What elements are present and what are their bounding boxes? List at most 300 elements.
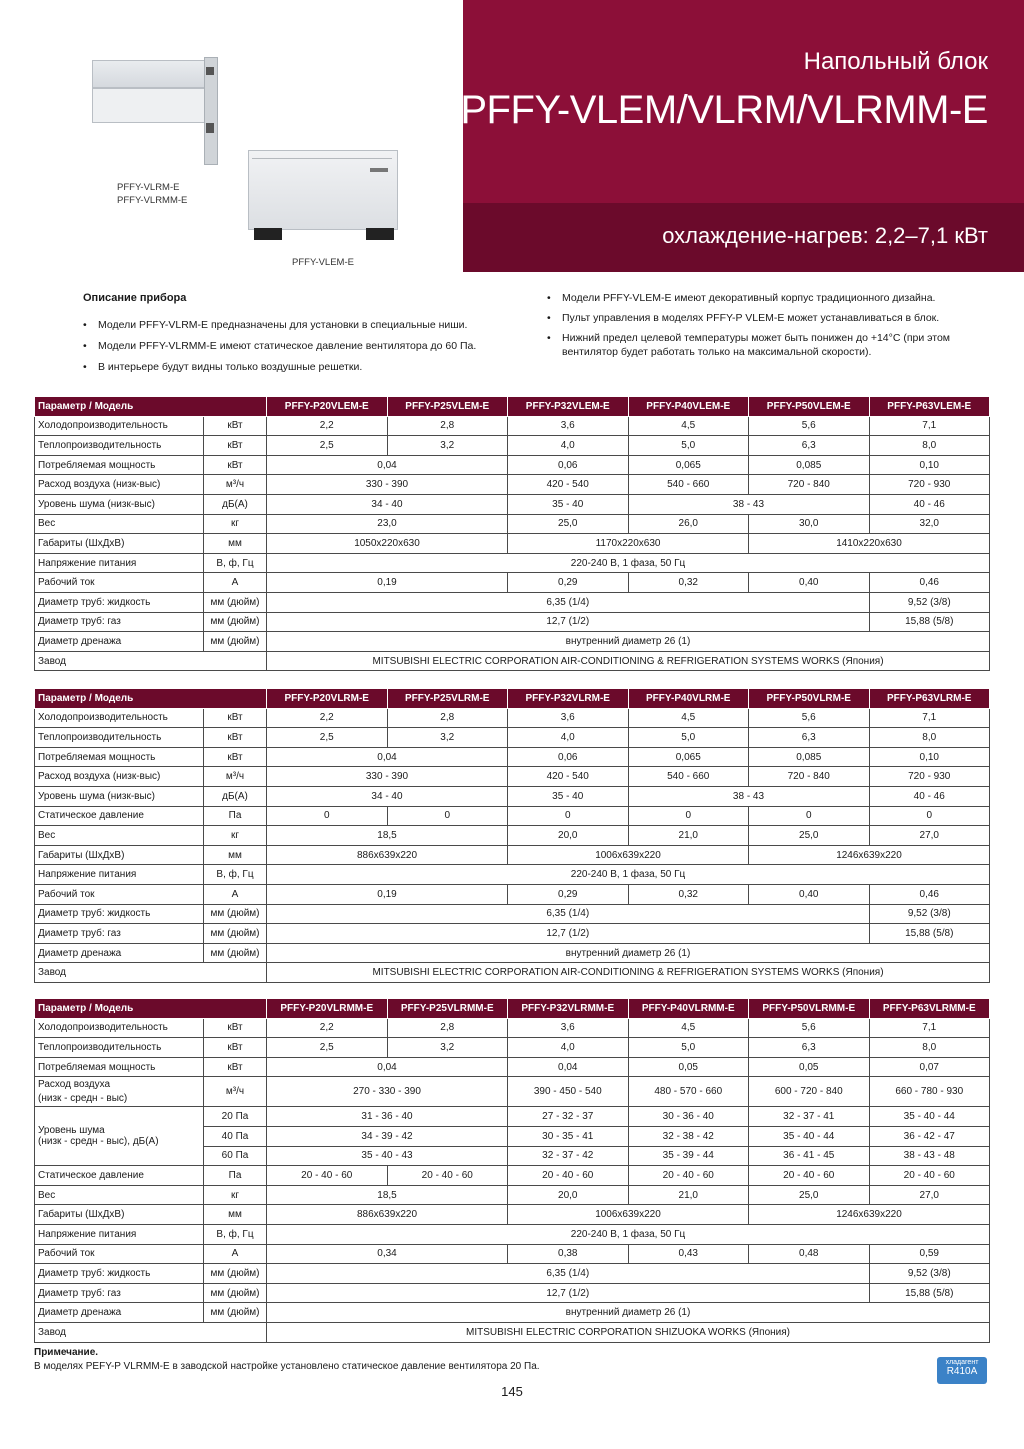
value-cell: 540 - 660 (628, 767, 749, 787)
unit-cell: кг (204, 1185, 267, 1205)
table-row (35, 1264, 990, 1284)
value-cell: 4,0 (508, 436, 629, 456)
table-header-cell: Параметр / Модель (35, 999, 267, 1019)
value-cell: 0,46 (869, 884, 990, 904)
value-cell: 660 - 780 - 930 (869, 1077, 990, 1107)
table-row (35, 767, 990, 787)
value-cell: внутренний диаметр 26 (1) (267, 1303, 990, 1323)
param-cell: Потребляемая мощность (35, 455, 204, 475)
value-cell: 20 - 40 - 60 (508, 1166, 629, 1186)
table-header-cell: PFFY-P32VLEM-E (508, 397, 629, 417)
param-cell: Холодопроизводительность (35, 1018, 204, 1038)
unit-cell: кВт (204, 728, 267, 748)
value-cell: 0,10 (869, 747, 990, 767)
value-cell: 25,0 (749, 1185, 870, 1205)
value-cell: 6,3 (749, 1038, 870, 1058)
value-cell: 6,35 (1/4) (267, 592, 870, 612)
value-cell: 25,0 (749, 826, 870, 846)
value-cell: 330 - 390 (267, 767, 508, 787)
table-header-cell: Параметр / Модель (35, 397, 267, 417)
value-cell: 3,2 (387, 728, 508, 748)
param-cell: Габариты (ШхДхВ) (35, 1205, 204, 1225)
value-cell: 32 - 37 - 41 (749, 1107, 870, 1127)
value-cell: 21,0 (628, 826, 749, 846)
unit-cell: кВт (204, 1018, 267, 1038)
unit-cell: А (204, 884, 267, 904)
value-cell: 18,5 (267, 1185, 508, 1205)
unit-cell: кг (204, 826, 267, 846)
table-header-row (35, 689, 990, 709)
value-cell: 0,065 (628, 747, 749, 767)
param-cell: Диаметр труб: газ (35, 1283, 204, 1303)
value-cell: 5,0 (628, 436, 749, 456)
value-cell: 35 - 40 - 44 (869, 1107, 990, 1127)
unit-cell: 40 Па (204, 1126, 267, 1146)
table-row (35, 436, 990, 456)
value-cell: 9,52 (3/8) (869, 904, 990, 924)
table-row (35, 1166, 990, 1186)
unit-cell: кВт (204, 1038, 267, 1058)
value-cell: 40 - 46 (869, 494, 990, 514)
value-cell: 0,32 (628, 573, 749, 593)
unit-cell: мм (дюйм) (204, 632, 267, 652)
table-row (35, 1224, 990, 1244)
value-cell: 0,065 (628, 455, 749, 475)
badge-label: хладагент (945, 1359, 979, 1366)
param-cell: Рабочий ток (35, 1244, 204, 1264)
unit-cell: 60 Па (204, 1146, 267, 1166)
unit-cell: В, ф, Гц (204, 865, 267, 885)
table-row (35, 1018, 990, 1038)
value-cell: 0,34 (267, 1244, 508, 1264)
unit-cell: Па (204, 806, 267, 826)
unit-cell: мм (204, 845, 267, 865)
param-cell: Завод (35, 1322, 267, 1342)
spec-table-vlem (34, 396, 990, 671)
value-cell: 0,40 (749, 884, 870, 904)
value-cell: 20 - 40 - 60 (628, 1166, 749, 1186)
value-cell: 0,46 (869, 573, 990, 593)
value-cell: 20,0 (508, 826, 629, 846)
param-cell: Потребляемая мощность (35, 1057, 204, 1077)
unit-cell: мм (дюйм) (204, 1283, 267, 1303)
param-cell: Уровень шума (низк - средн - выс), дБ(А) (35, 1107, 204, 1166)
value-cell: 25,0 (508, 514, 629, 534)
value-cell: 1006x639x220 (508, 1205, 749, 1225)
table-row (35, 494, 990, 514)
table-row (35, 1244, 990, 1264)
value-cell: 420 - 540 (508, 767, 629, 787)
value-cell: 220-240 В, 1 фаза, 50 Гц (267, 1224, 990, 1244)
table-header-cell: PFFY-P40VLEM-E (628, 397, 749, 417)
value-cell: 38 - 43 (628, 494, 869, 514)
param-cell: Вес (35, 514, 204, 534)
param-cell: Диаметр труб: газ (35, 924, 204, 944)
value-cell: 20 - 40 - 60 (749, 1166, 870, 1186)
param-cell: Расход воздуха (низк-выс) (35, 767, 204, 787)
value-cell: 0,06 (508, 747, 629, 767)
value-cell: 2,2 (267, 1018, 388, 1038)
table-row (35, 826, 990, 846)
unit-cell: мм (дюйм) (204, 592, 267, 612)
value-cell: 390 - 450 - 540 (508, 1077, 629, 1107)
value-cell: 0,29 (508, 573, 629, 593)
value-cell: 2,5 (267, 436, 388, 456)
value-cell: 27,0 (869, 826, 990, 846)
table-row (35, 924, 990, 944)
value-cell: 20 - 40 - 60 (387, 1166, 508, 1186)
unit-cell: кВт (204, 416, 267, 436)
value-cell: 0,085 (749, 747, 870, 767)
param-cell: Напряжение питания (35, 1224, 204, 1244)
value-cell: 720 - 840 (749, 767, 870, 787)
param-cell: Теплопроизводительность (35, 436, 204, 456)
table-row (35, 904, 990, 924)
value-cell: 420 - 540 (508, 475, 629, 495)
table-header-cell: PFFY-P63VLRMM-E (869, 999, 990, 1019)
param-cell: Диаметр дренажа (35, 943, 204, 963)
unit-cell: В, ф, Гц (204, 553, 267, 573)
value-cell: 20 - 40 - 60 (869, 1166, 990, 1186)
table-header-row (35, 999, 990, 1019)
table-header-cell: PFFY-P63VLEM-E (869, 397, 990, 417)
value-cell: 0,085 (749, 455, 870, 475)
value-cell: 23,0 (267, 514, 508, 534)
value-cell: 0,40 (749, 573, 870, 593)
value-cell: 40 - 46 (869, 786, 990, 806)
table-header-cell: PFFY-P20VLRM-E (267, 689, 388, 709)
param-cell: Завод (35, 651, 267, 671)
value-cell: 34 - 40 (267, 494, 508, 514)
table-row (35, 1205, 990, 1225)
value-cell: 1050x220x630 (267, 534, 508, 554)
value-cell: 0,07 (869, 1057, 990, 1077)
param-cell: Рабочий ток (35, 573, 204, 593)
note-heading: Примечание. (34, 1347, 99, 1358)
unit-cell: мм (дюйм) (204, 612, 267, 632)
value-cell: 4,5 (628, 708, 749, 728)
param-cell: Уровень шума (низк-выс) (35, 494, 204, 514)
table-row (35, 573, 990, 593)
page-subtitle: Напольный блок (803, 48, 988, 75)
value-cell: 32 - 37 - 42 (508, 1146, 629, 1166)
note-text: В моделях PEFY-P VLRMM-E в заводской настройке установлено статическое давление вентилятора 20 Па. (34, 1361, 540, 1372)
value-cell: 27 - 32 - 37 (508, 1107, 629, 1127)
unit-cell: мм (дюйм) (204, 1264, 267, 1284)
value-cell: 32,0 (869, 514, 990, 534)
value-cell: 35 - 40 (508, 494, 629, 514)
value-cell: 8,0 (869, 436, 990, 456)
value-cell: 540 - 660 (628, 475, 749, 495)
unit-cell: м³/ч (204, 767, 267, 787)
value-cell: 34 - 39 - 42 (267, 1126, 508, 1146)
param-cell: Диаметр труб: жидкость (35, 904, 204, 924)
param-cell: Вес (35, 826, 204, 846)
value-cell: 0,05 (628, 1057, 749, 1077)
table-row (35, 747, 990, 767)
value-cell: 4,0 (508, 1038, 629, 1058)
unit-cell: кВт (204, 455, 267, 475)
value-cell: 220-240 В, 1 фаза, 50 Гц (267, 553, 990, 573)
param-cell: Диаметр дренажа (35, 632, 204, 652)
unit-cell: А (204, 1244, 267, 1264)
table-header-cell: PFFY-P40VLRMM-E (628, 999, 749, 1019)
value-cell: 5,6 (749, 416, 870, 436)
unit-cell: 20 Па (204, 1107, 267, 1127)
param-cell: Габариты (ШхДхВ) (35, 534, 204, 554)
value-cell: 886x639x220 (267, 1205, 508, 1225)
image-caption-vlem: PFFY-VLEM-E (292, 257, 354, 268)
unit-cell: дБ(А) (204, 786, 267, 806)
value-cell: 18,5 (267, 826, 508, 846)
value-cell: 3,6 (508, 416, 629, 436)
value-cell: 4,0 (508, 728, 629, 748)
unit-cell: м³/ч (204, 1077, 267, 1107)
value-cell: 220-240 В, 1 фаза, 50 Гц (267, 865, 990, 885)
unit-cell: мм (дюйм) (204, 904, 267, 924)
value-cell: MITSUBISHI ELECTRIC CORPORATION AIR-CONDITIONING & REFRIGERATION SYSTEMS WORKS (Япония) (267, 651, 990, 671)
table-row (35, 1185, 990, 1205)
unit-cell: кг (204, 514, 267, 534)
list-item: • Модели PFFY-VLRM-E предназначены для установки в специальные ниши. (82, 318, 522, 332)
table-row (35, 884, 990, 904)
table-row (35, 651, 990, 671)
value-cell: 3,6 (508, 1018, 629, 1038)
table-row (35, 514, 990, 534)
value-cell: 720 - 930 (869, 475, 990, 495)
value-cell: 0,04 (267, 455, 508, 475)
value-cell: 8,0 (869, 728, 990, 748)
value-cell: 0,04 (508, 1057, 629, 1077)
value-cell: 1006x639x220 (508, 845, 749, 865)
table-header-cell: PFFY-P63VLRM-E (869, 689, 990, 709)
value-cell: 0 (267, 806, 388, 826)
table-row (35, 1057, 990, 1077)
table-row (35, 475, 990, 495)
value-cell: 26,0 (628, 514, 749, 534)
value-cell: 330 - 390 (267, 475, 508, 495)
unit-cell: мм (дюйм) (204, 924, 267, 944)
table-header-cell: Параметр / Модель (35, 689, 267, 709)
table-header-cell: PFFY-P20VLEM-E (267, 397, 388, 417)
value-cell: 3,2 (387, 436, 508, 456)
value-cell: 1246x639x220 (749, 1205, 990, 1225)
table-row (35, 534, 990, 554)
param-cell: Расход воздуха (низк - средн - выс) (35, 1077, 204, 1107)
unit-cell: мм (дюйм) (204, 1303, 267, 1323)
list-item: • В интерьере будут видны только воздушные решетки. (82, 360, 522, 374)
value-cell: 15,88 (5/8) (869, 612, 990, 632)
unit-cell: кВт (204, 747, 267, 767)
value-cell: 30,0 (749, 514, 870, 534)
param-cell: Рабочий ток (35, 884, 204, 904)
table-header-cell: PFFY-P32VLRM-E (508, 689, 629, 709)
description-heading: Описание прибора (83, 292, 187, 304)
table-row (35, 1322, 990, 1342)
value-cell: 2,8 (387, 416, 508, 436)
param-cell: Расход воздуха (низк-выс) (35, 475, 204, 495)
image-caption-vlrm: PFFY-VLRM-E PFFY-VLRMM-E (117, 182, 188, 206)
value-cell: 5,6 (749, 708, 870, 728)
value-cell: 9,52 (3/8) (869, 1264, 990, 1284)
table-row (35, 553, 990, 573)
param-cell: Вес (35, 1185, 204, 1205)
value-cell: 15,88 (5/8) (869, 924, 990, 944)
value-cell: 38 - 43 (628, 786, 869, 806)
param-cell: Теплопроизводительность (35, 1038, 204, 1058)
value-cell: 38 - 43 - 48 (869, 1146, 990, 1166)
unit-cell: кВт (204, 436, 267, 456)
value-cell: 0 (869, 806, 990, 826)
value-cell: 9,52 (3/8) (869, 592, 990, 612)
value-cell: 0 (628, 806, 749, 826)
value-cell: 6,3 (749, 436, 870, 456)
unit-cell: мм (дюйм) (204, 943, 267, 963)
value-cell: 35 - 39 - 44 (628, 1146, 749, 1166)
value-cell: 1410x220x630 (749, 534, 990, 554)
table-header-cell: PFFY-P25VLEM-E (387, 397, 508, 417)
value-cell: 30 - 36 - 40 (628, 1107, 749, 1127)
unit-cell: Па (204, 1166, 267, 1186)
table-row (35, 1283, 990, 1303)
unit-cell: А (204, 573, 267, 593)
value-cell: 7,1 (869, 416, 990, 436)
value-cell: 15,88 (5/8) (869, 1283, 990, 1303)
table-row (35, 416, 990, 436)
value-cell: 20 - 40 - 60 (267, 1166, 388, 1186)
table-header-cell: PFFY-P25VLRMM-E (387, 999, 508, 1019)
value-cell: 1170x220x630 (508, 534, 749, 554)
param-cell: Напряжение питания (35, 865, 204, 885)
value-cell: внутренний диаметр 26 (1) (267, 943, 990, 963)
value-cell: 0,29 (508, 884, 629, 904)
value-cell: 0 (749, 806, 870, 826)
value-cell: 0,59 (869, 1244, 990, 1264)
table-header-cell: PFFY-P32VLRMM-E (508, 999, 629, 1019)
value-cell: 4,5 (628, 1018, 749, 1038)
value-cell: 2,8 (387, 708, 508, 728)
spec-table-vlrm (34, 688, 990, 983)
param-cell: Диаметр труб: жидкость (35, 1264, 204, 1284)
value-cell: 0,19 (267, 573, 508, 593)
value-cell: 0,32 (628, 884, 749, 904)
value-cell: 31 - 36 - 40 (267, 1107, 508, 1127)
unit-cell: кВт (204, 708, 267, 728)
value-cell: 21,0 (628, 1185, 749, 1205)
capacity-range: охлаждение-нагрев: 2,2–7,1 кВт (662, 223, 988, 248)
table-header-cell: PFFY-P20VLRMM-E (267, 999, 388, 1019)
unit-cell: мм (204, 1205, 267, 1225)
value-cell: 0,38 (508, 1244, 629, 1264)
value-cell: 35 - 40 - 44 (749, 1126, 870, 1146)
value-cell: 2,8 (387, 1018, 508, 1038)
value-cell: 0,48 (749, 1244, 870, 1264)
list-item: • Модели PFFY-VLRMM-E имеют статическое давление вентилятора до 60 Па. (82, 339, 522, 353)
table-header-row (35, 397, 990, 417)
value-cell: 0,04 (267, 1057, 508, 1077)
value-cell: 5,0 (628, 728, 749, 748)
table-row (35, 632, 990, 652)
value-cell: 27,0 (869, 1185, 990, 1205)
badge-value: R410A (946, 1366, 978, 1377)
unit-cell: дБ(А) (204, 494, 267, 514)
param-cell: Напряжение питания (35, 553, 204, 573)
value-cell: 12,7 (1/2) (267, 924, 870, 944)
value-cell: 7,1 (869, 1018, 990, 1038)
value-cell: 480 - 570 - 660 (628, 1077, 749, 1107)
table-row (35, 943, 990, 963)
table-row (35, 786, 990, 806)
list-item: • Модели PFFY-VLEM-E имеют декоративный корпус традиционного дизайна. (546, 291, 994, 305)
table-row (35, 708, 990, 728)
value-cell: 35 - 40 (508, 786, 629, 806)
param-cell: Теплопроизводительность (35, 728, 204, 748)
value-cell: внутренний диаметр 26 (1) (267, 632, 990, 652)
unit-cell: кВт (204, 1057, 267, 1077)
table-row (35, 728, 990, 748)
page-title: PFFY-VLEM/VLRM/VLRMM-E (460, 88, 988, 132)
product-image-vlem (248, 150, 400, 242)
param-cell: Диаметр труб: жидкость (35, 592, 204, 612)
refrigerant-badge (937, 1357, 987, 1384)
value-cell: 6,3 (749, 728, 870, 748)
unit-cell: В, ф, Гц (204, 1224, 267, 1244)
unit-cell: мм (204, 534, 267, 554)
value-cell: 20,0 (508, 1185, 629, 1205)
table-row (35, 1038, 990, 1058)
param-cell: Статическое давление (35, 1166, 204, 1186)
description-list-right (546, 291, 994, 365)
table-header-cell: PFFY-P25VLRM-E (387, 689, 508, 709)
value-cell: 8,0 (869, 1038, 990, 1058)
value-cell: MITSUBISHI ELECTRIC CORPORATION SHIZUOKA WORKS (Япония) (267, 1322, 990, 1342)
value-cell: 3,2 (387, 1038, 508, 1058)
value-cell: 0,19 (267, 884, 508, 904)
value-cell: 36 - 42 - 47 (869, 1126, 990, 1146)
table-row (35, 963, 990, 983)
value-cell: 6,35 (1/4) (267, 1264, 870, 1284)
table-row (35, 1303, 990, 1323)
value-cell: 0 (508, 806, 629, 826)
value-cell: 6,35 (1/4) (267, 904, 870, 924)
param-cell: Уровень шума (низк-выс) (35, 786, 204, 806)
table-row (35, 592, 990, 612)
table-row (35, 865, 990, 885)
table-header-cell: PFFY-P50VLRM-E (749, 689, 870, 709)
value-cell: 5,6 (749, 1018, 870, 1038)
value-cell: 30 - 35 - 41 (508, 1126, 629, 1146)
value-cell: 4,5 (628, 416, 749, 436)
value-cell: 5,0 (628, 1038, 749, 1058)
value-cell: 0,10 (869, 455, 990, 475)
value-cell: 600 - 720 - 840 (749, 1077, 870, 1107)
value-cell: 12,7 (1/2) (267, 1283, 870, 1303)
table-row (35, 806, 990, 826)
value-cell: 720 - 840 (749, 475, 870, 495)
table-header-cell: PFFY-P50VLRMM-E (749, 999, 870, 1019)
product-image-vlrm (92, 55, 220, 170)
value-cell: 2,2 (267, 416, 388, 436)
param-cell: Потребляемая мощность (35, 747, 204, 767)
table-header-cell: PFFY-P50VLEM-E (749, 397, 870, 417)
table-row (35, 1077, 990, 1107)
value-cell: 2,5 (267, 728, 388, 748)
param-cell: Холодопроизводительность (35, 708, 204, 728)
value-cell: 36 - 41 - 45 (749, 1146, 870, 1166)
value-cell: 35 - 40 - 43 (267, 1146, 508, 1166)
value-cell: 0 (387, 806, 508, 826)
value-cell: 0,04 (267, 747, 508, 767)
